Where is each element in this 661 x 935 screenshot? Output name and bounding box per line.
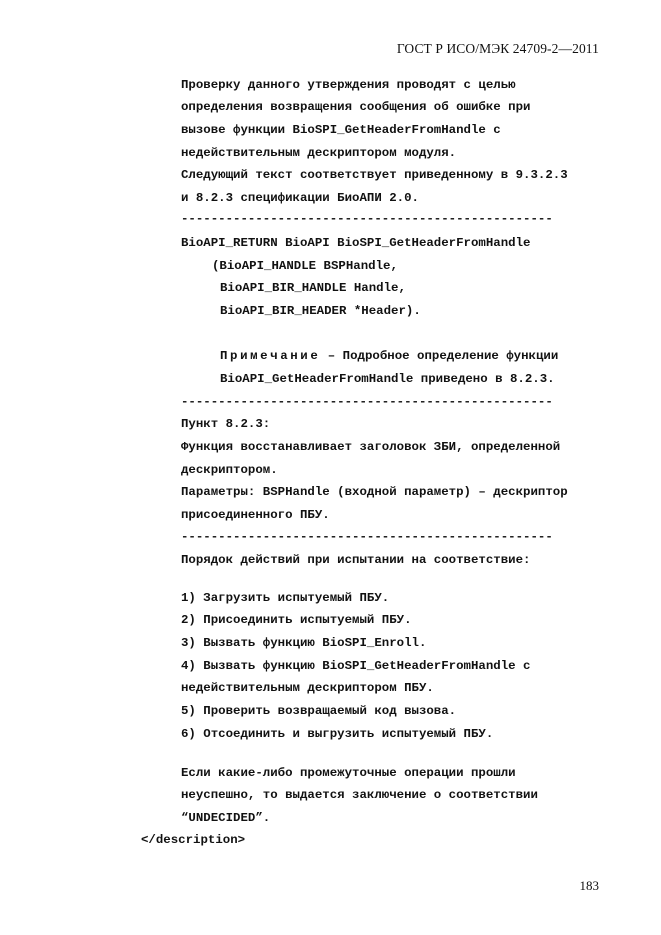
signature-line: (BioAPI_HANDLE BSPHandle, [212, 259, 398, 273]
closing-tag: </description> [141, 833, 246, 847]
clause-line: присоединенного ПБУ. [181, 508, 330, 522]
clause-line: Параметры: BSPHandle (входной параметр) – дескриптор [181, 485, 568, 499]
step-item: 4) Вызвать функцию BioSPI_GetHeaderFromHandle с [181, 659, 531, 673]
step-item: 1) Загрузить испытуемый ПБУ. [181, 591, 390, 605]
separator-line: -------------------------------------------------- [181, 212, 553, 226]
intro-line: недействительным дескриптором модуля. [181, 146, 457, 160]
clause-line: Пункт 8.2.3: [181, 417, 271, 431]
step-item: 6) Отсоединить и выгрузить испытуемый ПБУ. [181, 727, 494, 741]
separator-line: -------------------------------------------------- [181, 530, 553, 544]
step-item: 3) Вызвать функцию BioSPI_Enroll. [181, 636, 427, 650]
step-item: недействительным дескриптором ПБУ. [181, 681, 434, 695]
clause-line: Функция восстанавливает заголовок ЗБИ, определенной [181, 440, 561, 454]
separator-line: -------------------------------------------------- [181, 395, 553, 409]
note-text: – Подробное определение функции [320, 349, 559, 363]
conclusion-line: Если какие-либо промежуточные операции прошли [181, 766, 516, 780]
step-item: 5) Проверить возвращаемый код вызова. [181, 704, 457, 718]
signature-line: BioAPI_BIR_HEADER *Header). [220, 304, 421, 318]
clause-line: дескриптором. [181, 463, 278, 477]
signature-line: BioAPI_RETURN BioAPI BioSPI_GetHeaderFromHandle [181, 236, 531, 250]
intro-line: и 8.2.3 спецификации БиоАПИ 2.0. [181, 191, 419, 205]
page-number: 183 [579, 878, 599, 893]
note-line [220, 348, 558, 364]
note-label: Примечание [220, 349, 321, 363]
page-header: ГОСТ Р ИСО/МЭК 24709-2—2011 [396, 41, 599, 56]
signature-line: BioAPI_BIR_HANDLE Handle, [220, 281, 406, 295]
step-item: 2) Присоединить испытуемый ПБУ. [181, 613, 412, 627]
intro-line: определения возвращения сообщения об ошибке при [181, 100, 531, 114]
intro-line: вызове функции BioSPI_GetHeaderFromHandle с [181, 123, 501, 137]
note-line: BioAPI_GetHeaderFromHandle приведено в 8.2.3. [220, 372, 555, 386]
procedure-title: Порядок действий при испытании на соответствие: [181, 553, 531, 567]
intro-line: Проверку данного утверждения проводят с целью [181, 78, 516, 92]
conclusion-line: “UNDECIDED”. [181, 811, 271, 825]
intro-line: Следующий текст соответствует приведенному в 9.3.2.3 [181, 168, 568, 182]
conclusion-line: неуспешно, то выдается заключение о соответствии [181, 788, 538, 802]
